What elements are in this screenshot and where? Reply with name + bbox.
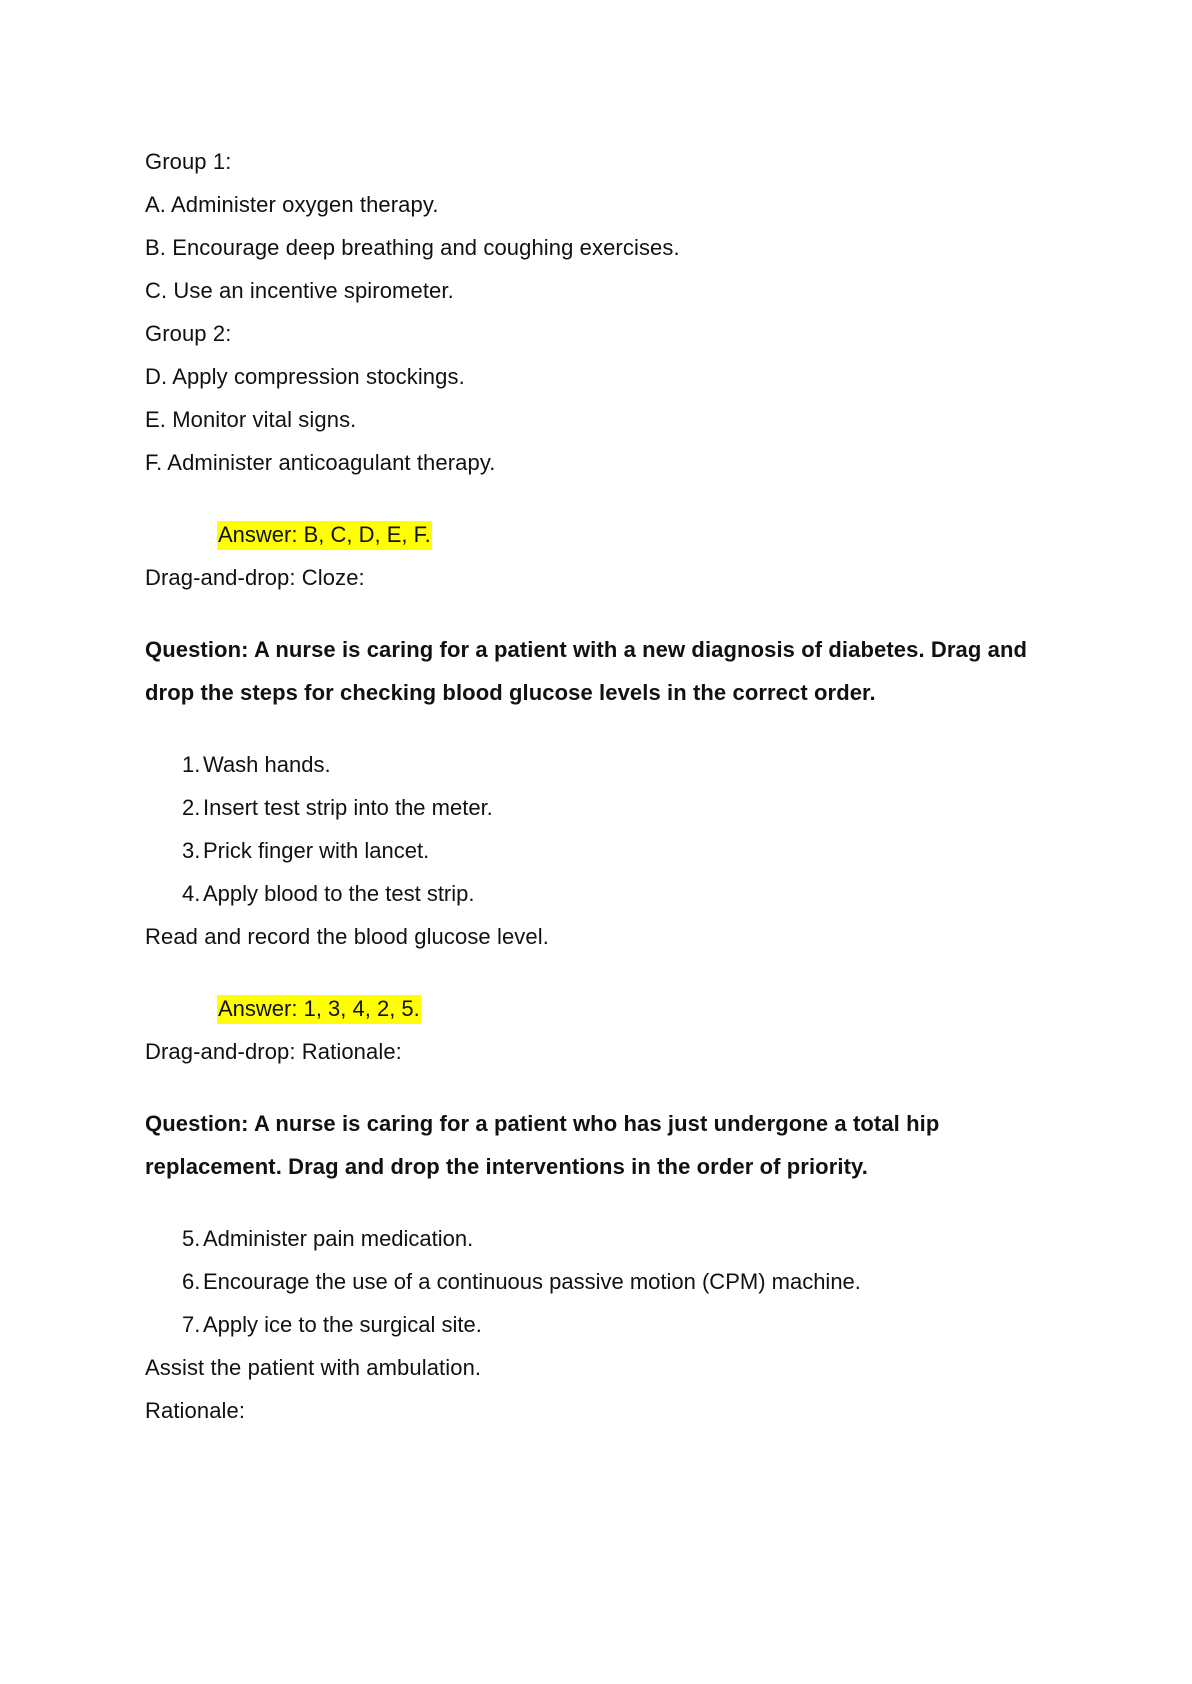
list-item-text: Encourage the use of a continuous passive motion (CPM) machine. (203, 1269, 861, 1294)
list-item-text: Apply blood to the test strip. (203, 881, 475, 906)
group1-item-c: C. Use an incentive spirometer. (145, 278, 454, 303)
list-item (145, 1267, 861, 1297)
list-item-text: Administer pain medication. (203, 1226, 474, 1251)
section-cloze-heading: Drag-and-drop: Cloze: (145, 565, 365, 590)
steps-1-last-line: Read and record the blood glucose level. (145, 924, 549, 949)
answer-1-highlight: Answer: B, C, D, E, F. (217, 521, 432, 550)
list-item (145, 793, 493, 823)
group1-item-b: B. Encourage deep breathing and coughing exercises. (145, 235, 680, 260)
list-number: 2. (182, 795, 201, 820)
group1-item-a: A. Administer oxygen therapy. (145, 192, 439, 217)
answer-1 (217, 520, 432, 550)
question-2-line-1: Question: A nurse is caring for a patient who has just undergone a total hip (145, 1111, 940, 1136)
list-number: 7. (182, 1312, 201, 1337)
group2-item-d: D. Apply compression stockings. (145, 364, 465, 389)
list-number: 3. (182, 838, 201, 863)
question-2-line-2: replacement. Drag and drop the interventions in the order of priority. (145, 1154, 868, 1179)
list-number: 6. (182, 1269, 201, 1294)
list-item (145, 836, 429, 866)
section-rationale-heading: Drag-and-drop: Rationale: (145, 1039, 402, 1064)
steps-2-last-line: Assist the patient with ambulation. (145, 1355, 482, 1380)
list-number: 1. (182, 752, 201, 777)
list-item (145, 1310, 482, 1340)
list-item-text: Apply ice to the surgical site. (203, 1312, 482, 1337)
list-item (145, 879, 475, 909)
list-item (145, 1224, 473, 1254)
list-item-text: Insert test strip into the meter. (203, 795, 493, 820)
answer-2-highlight: Answer: 1, 3, 4, 2, 5. (217, 995, 421, 1024)
group2-item-e: E. Monitor vital signs. (145, 407, 357, 432)
list-item (145, 750, 331, 780)
answer-2 (217, 994, 421, 1024)
list-item-text: Prick finger with lancet. (203, 838, 430, 863)
group1-heading: Group 1: (145, 149, 232, 174)
list-number: 4. (182, 881, 201, 906)
question-1-line-1: Question: A nurse is caring for a patient with a new diagnosis of diabetes. Drag and (145, 637, 1028, 662)
group2-heading: Group 2: (145, 321, 232, 346)
list-number: 5. (182, 1226, 201, 1251)
question-1-line-2: drop the steps for checking blood glucose levels in the correct order. (145, 680, 876, 705)
rationale-label: Rationale: (145, 1398, 246, 1423)
list-item-text: Wash hands. (203, 752, 331, 777)
group2-item-f: F. Administer anticoagulant therapy. (145, 450, 496, 475)
